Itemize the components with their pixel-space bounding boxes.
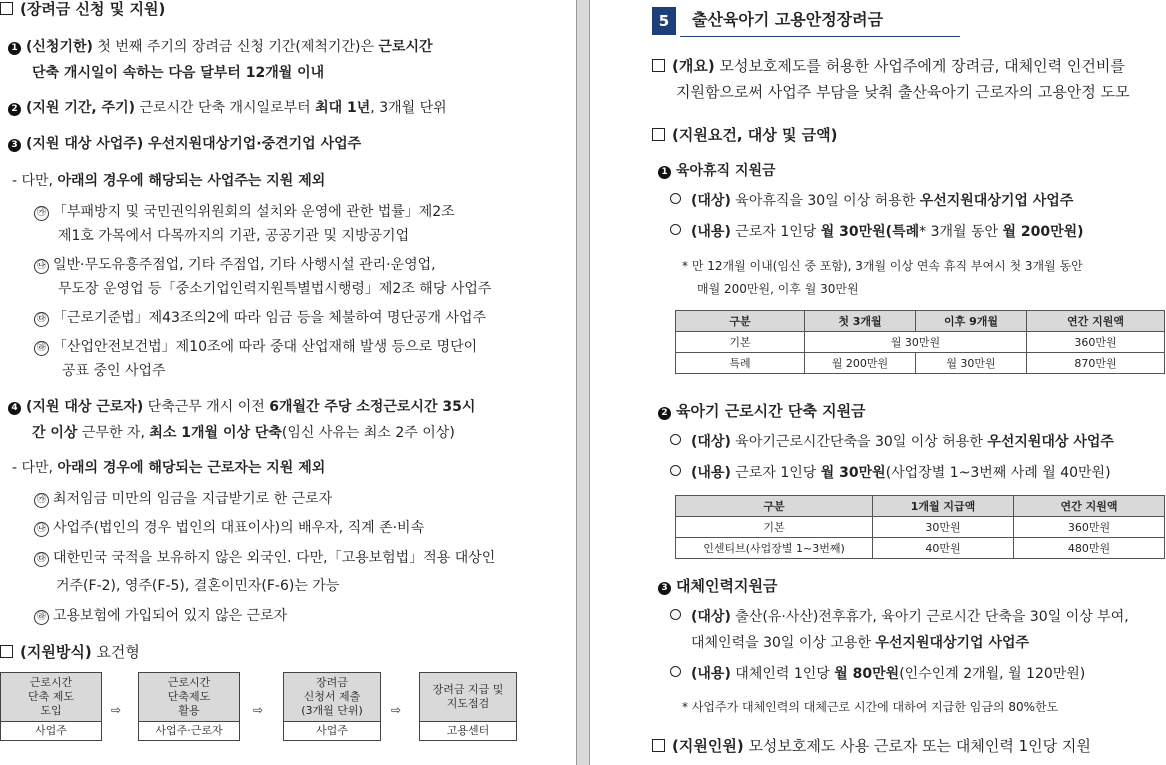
- parental-leave-table: [675, 310, 1165, 374]
- checkbox-square-icon: [0, 2, 13, 15]
- flow-step-2: [138, 672, 240, 741]
- section-number-badge: 5: [652, 7, 676, 35]
- flow-step-4: [419, 672, 517, 741]
- bullet-circle-icon: [670, 434, 681, 445]
- item-support-period: 2 (지원 기간, 주기) 근로시간 단축 개시일로부터 최대 1년, 3개월 단위: [8, 99, 447, 117]
- section-title: 출산육아기 고용안정장려금: [692, 10, 884, 29]
- checkbox-square-icon: [652, 128, 665, 141]
- table-header-cell: 1개월 지급액: [873, 496, 1014, 517]
- overview-cont: 지원함으로써 사업주 부담을 낮춰 출산육아기 근로자의 고용안정 도모: [676, 83, 1130, 101]
- bullet-circle-icon: [670, 193, 681, 204]
- flow-step-3: [283, 672, 381, 741]
- right-page: [590, 0, 1166, 765]
- flow-step-actor: 고용센터: [446, 724, 490, 737]
- bullet-circle-icon: [670, 666, 681, 677]
- page-gutter: [576, 0, 590, 765]
- reduced-hours-content: (내용) 근로자 1인당 월 30만원(사업장별 1~3번째 사례 월 40만원): [670, 464, 1111, 482]
- table-header-cell: 이후 9개월: [916, 311, 1027, 332]
- table-cell: 월 30만원: [805, 332, 1027, 353]
- replacement-target: (대상) 출산(유·사산)전후휴가, 육아기 근로시간 단축을 30일 이상 부여,: [670, 608, 1129, 626]
- exclusion-worker-3: ㉰ 대한민국 국적을 보유하지 않은 외국인. 다만,「고용보험법」적용 대상인: [34, 549, 495, 567]
- flow-step-actor: 사업주·근로자: [155, 724, 223, 737]
- item-application-deadline-cont: 단축 개시일이 속하는 다음 달부터 12개월 이내: [32, 65, 325, 81]
- exclusion-employer-4: ㉱ 「산업안전보건법」제10조에 따라 중대 산업재해 발생 등으로 명단이: [34, 338, 477, 356]
- flow-step-actor: 사업주: [316, 724, 348, 737]
- exclusion-employer-1-cont: 제1호 가목에서 다목까지의 기관, 공공기관 및 지방공기업: [58, 228, 410, 244]
- table-cell: 기본: [676, 332, 805, 353]
- exclusion-employer-3: ㉰ 「근로기준법」제43조의2에 따라 임금 등을 체불하여 명단공개 사업주: [34, 309, 486, 327]
- hangul-circle-da-icon: ㉰: [34, 552, 49, 567]
- exclusion-worker-3-cont: 거주(F-2), 영주(F-5), 결혼이민자(F-6)는 가능: [56, 578, 340, 594]
- parental-leave-note-cont: 매월 200만원, 이후 월 30만원: [697, 282, 859, 296]
- table-cell: 인센티브(사업장별 1~3번째): [676, 538, 873, 559]
- hangul-circle-na-icon: ㉯: [34, 259, 49, 274]
- replacement-note: * 사업주가 대체인력의 대체근로 시간에 대하여 지급한 임금의 80%한도: [682, 700, 1059, 714]
- table-header-row: [676, 311, 1165, 332]
- bullet-circle-icon: [670, 609, 681, 620]
- table-header-cell: 구분: [676, 496, 873, 517]
- table-header-cell: 연간 지원액: [1014, 496, 1165, 517]
- left-page: [0, 0, 576, 765]
- arrow-right-icon: ⇨: [391, 703, 402, 717]
- subsection-parental-leave: 1 육아휴직 지원금: [658, 162, 776, 180]
- flow-step-label: 근로시간 단축제도 활용: [139, 673, 239, 722]
- subsection-replacement: 3 대체인력지원금: [658, 577, 777, 595]
- item-application-deadline: 1 (신청기한) 첫 번째 주기의 장려금 신청 기간(제척기간)은 근로시간: [8, 38, 433, 56]
- exclusion-worker-4: ㉱ 고용보험에 가입되어 있지 않은 근로자: [34, 607, 287, 625]
- section-requirements: (지원요건, 대상 및 금액): [652, 126, 838, 144]
- table-cell: 870만원: [1027, 353, 1165, 374]
- number-badge-icon: 1: [658, 166, 671, 179]
- hangul-circle-ga-icon: ㉮: [34, 206, 49, 221]
- flow-step-label: 근로시간 단축 제도 도입: [1, 673, 101, 722]
- number-badge-icon: 4: [8, 402, 21, 415]
- table-cell: 기본: [676, 517, 873, 538]
- table-row: [676, 517, 1165, 538]
- checkbox-square-icon: [652, 739, 665, 752]
- flow-step-actor: 사업주: [35, 724, 67, 737]
- arrow-right-icon: ⇨: [253, 703, 264, 717]
- checkbox-square-icon: [0, 645, 13, 658]
- item-target-worker-cont: 간 이상 근무한 자, 최소 1개월 이상 단축(임신 사유는 최소 2주 이상): [32, 425, 455, 441]
- table-cell: 480만원: [1014, 538, 1165, 559]
- checkbox-square-icon: [652, 59, 665, 72]
- table-header-cell: 연간 지원액: [1027, 311, 1165, 332]
- hangul-circle-na-icon: ㉯: [34, 522, 49, 537]
- table-cell: 월 200만원: [805, 353, 916, 374]
- table-cell: 360만원: [1027, 332, 1165, 353]
- table-cell: 월 30만원: [916, 353, 1027, 374]
- exclusion-worker-1: ㉮ 최저임금 미만의 임금을 지급받기로 한 근로자: [34, 490, 332, 508]
- number-badge-icon: 3: [8, 139, 21, 152]
- parental-leave-target: (대상) 육아휴직을 30일 이상 허용한 우선지원대상기업 사업주: [670, 192, 1073, 210]
- overview: (개요) 모성보호제도를 허용한 사업주에게 장려금, 대체인력 인건비를: [652, 57, 1125, 75]
- reduced-hours-target: (대상) 육아기근로시간단축을 30일 이상 허용한 우선지원대상 사업주: [670, 433, 1114, 451]
- number-badge-icon: 2: [658, 407, 671, 420]
- table-header-row: [676, 496, 1165, 517]
- bullet-circle-icon: [670, 224, 681, 235]
- table-header-cell: 첫 3개월: [805, 311, 916, 332]
- bullet-circle-icon: [670, 465, 681, 476]
- section-support-method: (지원방식) 요건형: [0, 643, 140, 661]
- replacement-target-cont: 대체인력을 30일 이상 고용한 우선지원대상기업 사업주: [691, 635, 1030, 651]
- section-title-bar: [680, 6, 960, 37]
- flow-step-label: 장려금 지급 및 지도점검: [420, 673, 516, 722]
- parental-leave-content: (내용) 근로자 1인당 월 30만원(특례* 3개월 동안 월 200만원): [670, 223, 1084, 241]
- exclusion-worker-2: ㉯ 사업주(법인의 경우 법인의 대표이사)의 배우자, 직계 존·비속: [34, 519, 424, 537]
- exclusion-worker-heading: - 다만, 아래의 경우에 해당되는 근로자는 지원 제외: [12, 460, 326, 476]
- exclusion-employer-heading: - 다만, 아래의 경우에 해당되는 사업주는 지원 제외: [12, 173, 326, 189]
- item-target-employer: 3 (지원 대상 사업주) 우선지원대상기업·중견기업 사업주: [8, 135, 361, 153]
- arrow-right-icon: ⇨: [111, 703, 122, 717]
- subsection-reduced-hours: 2 육아기 근로시간 단축 지원금: [658, 402, 866, 420]
- number-badge-icon: 1: [8, 42, 21, 55]
- table-row: [676, 353, 1165, 374]
- hangul-circle-ga-icon: ㉮: [34, 493, 49, 508]
- hangul-circle-da-icon: ㉰: [34, 312, 49, 327]
- exclusion-employer-4-cont: 공표 중인 사업주: [62, 363, 166, 379]
- hangul-circle-ra-icon: ㉱: [34, 610, 49, 625]
- table-cell: 30만원: [873, 517, 1014, 538]
- exclusion-employer-2-cont: 무도장 운영업 등「중소기업인력지원특별법시행령」제2조 해당 사업주: [58, 281, 492, 297]
- section-support-count: (지원인원) 모성보호제도 사용 근로자 또는 대체인력 1인당 지원: [652, 737, 1091, 755]
- number-badge-icon: 3: [658, 582, 671, 595]
- parental-leave-note: * 만 12개월 이내(임신 중 포함), 3개월 이상 연속 휴직 부여시 첫 3개월 동안: [682, 259, 1083, 273]
- flow-step-1: [0, 672, 102, 741]
- table-cell: 특례: [676, 353, 805, 374]
- replacement-content: (내용) 대체인력 1인당 월 80만원(인수인계 2개월, 월 120만원): [670, 665, 1085, 683]
- flow-step-label: 장려금 신청서 제출 (3개월 단위): [284, 673, 380, 722]
- table-cell: 40만원: [873, 538, 1014, 559]
- table-cell: 360만원: [1014, 517, 1165, 538]
- item-target-worker: 4 (지원 대상 근로자) 단축근무 개시 이전 6개월간 주당 소정근로시간 35시: [8, 398, 475, 416]
- reduced-hours-table: [675, 495, 1165, 559]
- table-row: [676, 538, 1165, 559]
- table-row: [676, 332, 1165, 353]
- hangul-circle-ra-icon: ㉱: [34, 341, 49, 356]
- table-header-cell: 구분: [676, 311, 805, 332]
- number-badge-icon: 2: [8, 103, 21, 116]
- exclusion-employer-2: ㉯ 일반·무도유흥주점업, 기타 주점업, 기타 사행시설 관리·운영업,: [34, 256, 436, 274]
- exclusion-employer-1: ㉮ 「부패방지 및 국민권익위원회의 설치와 운영에 관한 법률」제2조: [34, 203, 455, 221]
- section-application: (장려금 신청 및 지원): [0, 0, 165, 18]
